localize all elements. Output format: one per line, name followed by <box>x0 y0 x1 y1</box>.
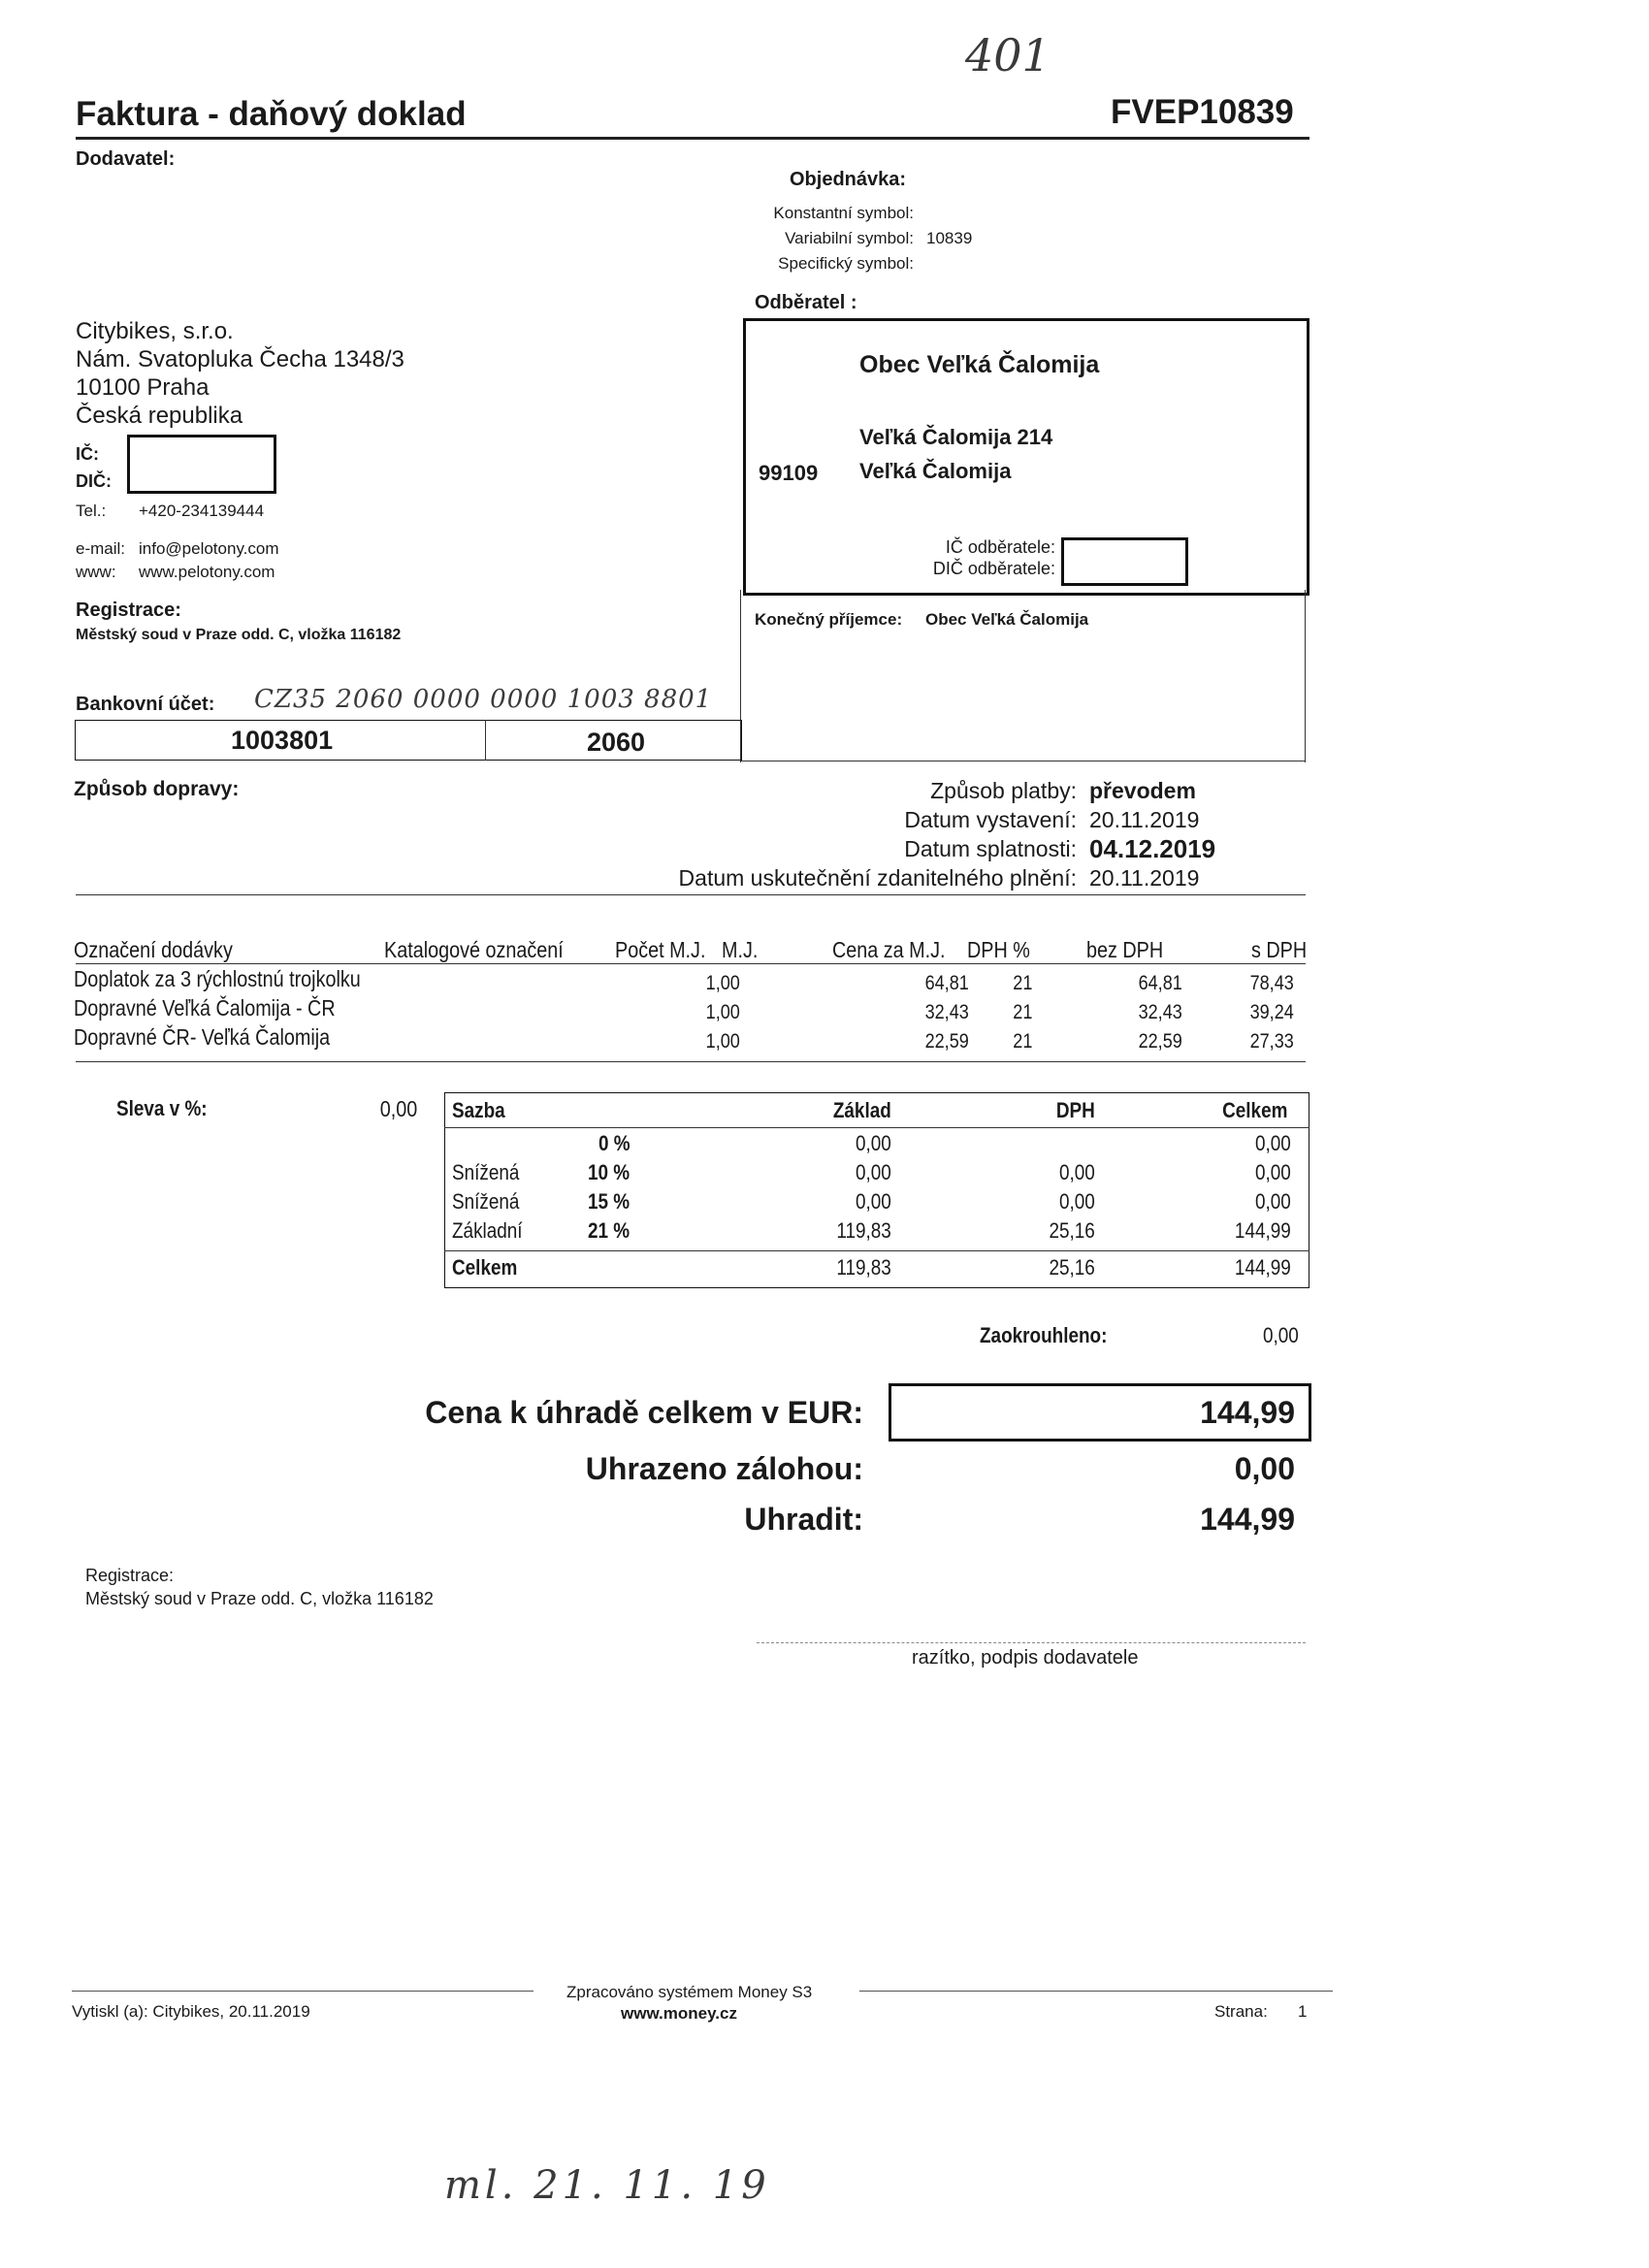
discount-label: Sleva v %: <box>116 1096 208 1120</box>
variable-symbol-label: Variabilní symbol: <box>785 229 914 247</box>
supplier-email-label: e-mail: <box>76 539 126 558</box>
vat-rate: 0 % <box>598 1131 630 1155</box>
bank-account-number: 1003801 <box>231 726 334 755</box>
item-net: 64,81 <box>1138 972 1182 994</box>
supplier-country: Česká republika <box>76 403 243 429</box>
customer-dic-label: DIČ odběratele: <box>932 559 1055 578</box>
supplier-ids-redaction <box>127 435 276 494</box>
item-vat: 21 <box>1013 1030 1033 1053</box>
vat-base: 0,00 <box>855 1189 891 1214</box>
footer-rule-left <box>72 1991 534 1992</box>
item-price: 22,59 <box>924 1030 969 1053</box>
system-url: www.money.cz <box>621 2004 737 2023</box>
customer-name: Obec Veľká Čalomija <box>859 351 1100 378</box>
order-label: Objednávka: <box>790 169 907 190</box>
vat-total-base: 119,83 <box>836 1255 891 1280</box>
item-gross: 78,43 <box>1249 972 1294 994</box>
vat-base: 0,00 <box>855 1131 891 1155</box>
vat-total: 0,00 <box>1254 1131 1291 1155</box>
payment-rule <box>76 894 1306 895</box>
vat-kind: Snížená <box>452 1189 520 1214</box>
col-header-name: Označení dodávky <box>74 937 233 962</box>
customer-street: Veľká Čalomija 214 <box>859 425 1053 449</box>
to-pay-label: Uhradit: <box>744 1502 863 1537</box>
vat-amount: 0,00 <box>1058 1189 1095 1214</box>
vat-grand-total: 144,99 <box>1234 1255 1291 1280</box>
item-vat: 21 <box>1013 972 1033 994</box>
item-price: 32,43 <box>924 1001 969 1023</box>
vat-total-rule <box>444 1250 1310 1251</box>
vat-kind: Snížená <box>452 1160 520 1184</box>
item-name: Dopravné ČR- Veľká Čalomija <box>74 1024 331 1050</box>
footer-registration-label: Registrace: <box>85 1566 175 1585</box>
header-rule <box>76 137 1310 140</box>
customer-ids-redaction <box>1061 537 1188 586</box>
system-line: Zpracováno systémem Money S3 <box>566 1983 813 2001</box>
vat-base: 0,00 <box>855 1160 891 1184</box>
vat-total: 0,00 <box>1254 1189 1291 1214</box>
items-bottom-rule <box>76 1061 1306 1062</box>
amount-due-value: 144,99 <box>1200 1395 1295 1430</box>
page-number: 1 <box>1298 2002 1308 2021</box>
issue-date: 20.11.2019 <box>1089 807 1200 832</box>
supplier-city: 10100 Praha <box>76 374 210 401</box>
page-title: Faktura - daňový doklad <box>76 95 467 133</box>
advance-paid-label: Uhrazeno zálohou: <box>585 1451 863 1486</box>
to-pay-value: 144,99 <box>1200 1502 1295 1537</box>
bank-box-divider <box>485 720 486 761</box>
vat-rate: 21 % <box>588 1218 630 1243</box>
col-header-unit: M.J. <box>722 937 759 962</box>
col-header-net: bez DPH <box>1086 937 1164 962</box>
item-qty: 1,00 <box>705 972 740 994</box>
items-header-rule <box>76 963 1306 964</box>
rounding-label: Zaokrouhleno: <box>980 1323 1108 1347</box>
customer-label: Odběratel : <box>755 292 857 313</box>
vat-total-label: Celkem <box>452 1255 518 1280</box>
vat-kind: Základní <box>452 1218 523 1243</box>
transport-label: Způsob dopravy: <box>74 778 240 800</box>
supplier-ic-label: IČ: <box>76 444 99 464</box>
item-name: Dopravné Veľká Čalomija - ČR <box>74 995 336 1021</box>
invoice-number: FVEP10839 <box>1111 93 1294 131</box>
bank-account-label: Bankovní účet: <box>76 694 215 715</box>
vat-total: 144,99 <box>1234 1218 1291 1243</box>
footer-registration-text: Městský soud v Praze odd. C, vložka 116182 <box>85 1589 434 1608</box>
supplier-tel-label: Tel.: <box>76 502 107 520</box>
issue-date-label: Datum vystavení: <box>904 807 1077 832</box>
item-qty: 1,00 <box>705 1001 740 1023</box>
amount-due-label: Cena k úhradě celkem v EUR: <box>425 1395 863 1430</box>
vat-base: 119,83 <box>836 1218 891 1243</box>
customer-zip: 99109 <box>759 461 819 485</box>
footer-rule-right <box>859 1991 1333 1992</box>
supplier-name: Citybikes, s.r.o. <box>76 318 234 344</box>
bank-code: 2060 <box>587 728 646 757</box>
vat-amount: 25,16 <box>1049 1218 1095 1243</box>
handwritten-number: 401 <box>965 29 1051 81</box>
payment-method-label: Způsob platby: <box>930 778 1077 803</box>
supplier-registration-text: Městský soud v Praze odd. C, vložka 116182 <box>76 627 402 643</box>
supplier-email: info@pelotony.com <box>139 539 279 558</box>
supplier-street: Nám. Svatopluka Čecha 1348/3 <box>76 346 404 373</box>
page-label: Strana: <box>1214 2002 1268 2021</box>
rounding-value: 0,00 <box>1262 1323 1299 1347</box>
vat-rate: 10 % <box>588 1160 630 1184</box>
item-gross: 39,24 <box>1249 1001 1294 1023</box>
final-recipient-label: Konečný příjemce: <box>755 610 903 629</box>
vat-rate: 15 % <box>588 1189 630 1214</box>
vat-header-rule <box>444 1127 1310 1128</box>
specific-symbol-label: Specifický symbol: <box>778 254 914 273</box>
payment-method: převodem <box>1089 778 1196 803</box>
item-name: Doplatok za 3 rýchlostnú trojkolku <box>74 966 361 991</box>
item-net: 32,43 <box>1138 1001 1182 1023</box>
supplier-www: www.pelotony.com <box>139 563 275 581</box>
customer-right-border <box>1305 590 1306 762</box>
supplier-label: Dodavatel: <box>76 148 176 170</box>
signature-line <box>757 1642 1306 1643</box>
handwritten-iban: CZ35 2060 0000 0000 1003 8801 <box>254 685 713 714</box>
item-net: 22,59 <box>1138 1030 1182 1053</box>
signature-caption: razítko, podpis dodavatele <box>912 1647 1139 1669</box>
customer-city: Veľká Čalomija <box>859 459 1012 483</box>
item-price: 64,81 <box>924 972 969 994</box>
col-header-gross: s DPH <box>1251 937 1308 962</box>
due-date-label: Datum splatnosti: <box>904 836 1077 861</box>
due-date: 04.12.2019 <box>1089 834 1216 863</box>
handwritten-date: ml. 21. 11. 19 <box>444 2163 770 2208</box>
variable-symbol-value: 10839 <box>926 229 973 247</box>
constant-symbol-label: Konstantní symbol: <box>773 204 914 222</box>
vat-header-base: Základ <box>832 1098 891 1122</box>
col-header-unit-price: Cena za M.J. <box>832 937 946 962</box>
discount-value: 0,00 <box>379 1096 418 1121</box>
supplier-dic-label: DIČ: <box>76 471 112 491</box>
item-qty: 1,00 <box>705 1030 740 1053</box>
advance-paid-value: 0,00 <box>1234 1451 1295 1486</box>
col-header-catalog: Katalogové označení <box>384 937 564 962</box>
vat-amount: 0,00 <box>1058 1160 1095 1184</box>
item-gross: 27,33 <box>1249 1030 1294 1053</box>
supplier-registration-label: Registrace: <box>76 599 181 621</box>
col-header-qty: Počet M.J. <box>615 937 706 962</box>
taxable-date-label: Datum uskutečnění zdanitelného plnění: <box>678 865 1077 891</box>
customer-ic-label: IČ odběratele: <box>945 537 1055 557</box>
vat-total-vat: 25,16 <box>1049 1255 1095 1280</box>
supplier-www-label: www: <box>76 563 116 581</box>
printed-by: Vytiskl (a): Citybikes, 20.11.2019 <box>72 2002 310 2021</box>
taxable-date: 20.11.2019 <box>1089 865 1200 891</box>
final-recipient-value: Obec Veľká Čalomija <box>925 610 1089 629</box>
item-vat: 21 <box>1013 1001 1033 1023</box>
vat-header-vat: DPH <box>1055 1098 1095 1122</box>
vat-header-total: Celkem <box>1222 1098 1288 1122</box>
col-header-vat-rate: DPH % <box>967 937 1030 962</box>
vat-total: 0,00 <box>1254 1160 1291 1184</box>
supplier-tel: +420-234139444 <box>139 502 265 520</box>
vat-header-rate: Sazba <box>452 1098 505 1122</box>
